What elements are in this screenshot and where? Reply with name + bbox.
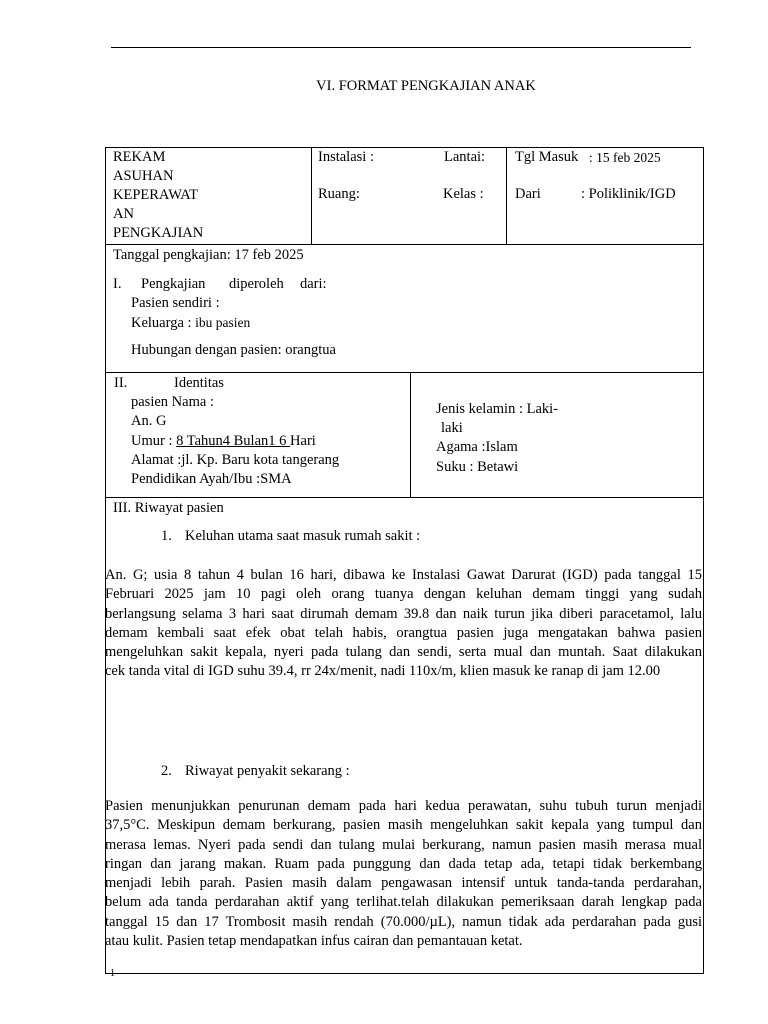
section2-top-rule [105,372,704,373]
header-divider-2 [506,147,507,245]
tanggal-pengkajian: Tanggal pengkajian: 17 feb 2025 [113,247,304,263]
keluhan-paragraph: An. G; usia 8 tahun 4 bulan 16 hari, dibawa ke Instalasi Gawat Darurat (IGD) pada tanggal 15 Februari 2025 jam 10 pagi oleh orang tuanya dengan keluhan demam tinggi yang sudah berlangsung selama 3 hari saat dirumah demam 39.8 dan naik turun jika diberi paracetamol, lalu demam kembali saat efek obat telah habis, orangtua pasien juga mengatakan bahwa pasien mengeluhkan sakit kepala, nyeri pada tulang dan sendi, serta mual dan muntah. Saat dilakukan cek tanda vital di IGD suhu 39.4, rr 24x/menit, nadi 110x/m, klien masuk ke ranap di jam 12.00 [105,567,702,680]
section2-bottom-rule [105,497,704,498]
dari-label: Dari [515,186,541,202]
top-rule [111,47,691,48]
umur-bulan-num: 4 [222,433,234,449]
section2-divider [410,372,411,498]
jenis-kelamin: Jenis kelamin : Laki- [436,401,559,417]
nama-value: An. G [131,413,167,429]
page-title: VI. FORMAT PENGKAJIAN ANAK [316,78,536,94]
suku: Suku : Betawi [436,459,519,475]
lantai-label: Lantai: [444,149,486,165]
header-divider-1 [311,147,312,245]
ruang-label: Ruang: [318,186,360,202]
tgl-masuk-label: Tgl Masuk [515,149,579,165]
pendidikan: Pendidikan Ayah/Ibu :SMA [131,471,292,487]
tgl-masuk-value: : 15 feb 2025 [589,150,661,165]
header-bottom-rule [105,244,704,245]
page-number: 1 [110,968,115,979]
umur: Umur : 8 Tahun4 Bulan1 6 Hari [131,433,316,449]
nama-label: pasien Nama : [131,394,214,410]
section1-heading-word-1: Pengkajian [141,276,206,292]
agama: Agama :Islam [436,439,518,455]
alamat: Alamat :jl. Kp. Baru kota tangerang [131,452,340,468]
section3-heading: III. Riwayat pasien [113,500,224,516]
jenis-kelamin-cont: laki [441,420,463,436]
keluarga: Keluarga : ibu pasien [131,315,251,331]
section1-roman: I. [113,276,122,292]
hubungan: Hubungan dengan pasien: orangtua [131,342,336,358]
umur-hari-num: 1 6 [268,433,291,449]
sekarang-paragraph: Pasien menunjukkan penurunan demam pada hari kedua perawatan, suhu tubuh turun menjadi 37,5°C. Meskipun demam berkurang, pasien masih mengeluhkan sakit kepala yang tumpul dan merasa lemas. Nyeri pada sendi dan tulang mulai berkurang, namun pasien masih merasa mual ringan dan jarang makan. Ruam pada punggung dan dada tetap ada, tetapi tidak berkembang menjadi lebih parah. Pasien masih dalam pengawasan intensif untuk tanda-tanda perdarahan, belum ada tanda perdarahan aktif yang terlihat.telah dilakukan pemeriksaan darah lengkap pada tanggal 15 dan 17 Trombosit masih rendah (70.000/µL), namun tidak ada perdarahan pada gusi atau kulit. Pasien tetap mendapatkan infus cairan dan pemantauan ketat. [105,798,702,950]
instalasi-label: Instalasi : [318,149,374,165]
section1-heading-word-3: dari: [300,276,327,292]
item2-number: 2. [161,763,172,779]
item1-label: Keluhan utama saat masuk rumah sakit : [185,528,421,544]
item2-label: Riwayat penyakit sekarang : [185,763,350,779]
section2-heading: Identitas [174,375,224,391]
kelas-label: Kelas : [443,186,484,202]
umur-tahun-num: 8 [176,433,187,449]
rekam-label: REKAM ASUHAN KEPERAWAT AN PENGKAJIAN [113,149,204,241]
item1-number: 1. [161,528,172,544]
pasien-sendiri: Pasien sendiri : [131,295,220,311]
section2-roman: II. [114,375,128,391]
dari-value: : Poliklinik/IGD [581,186,676,202]
section1-heading-word-2: diperoleh [229,276,284,292]
